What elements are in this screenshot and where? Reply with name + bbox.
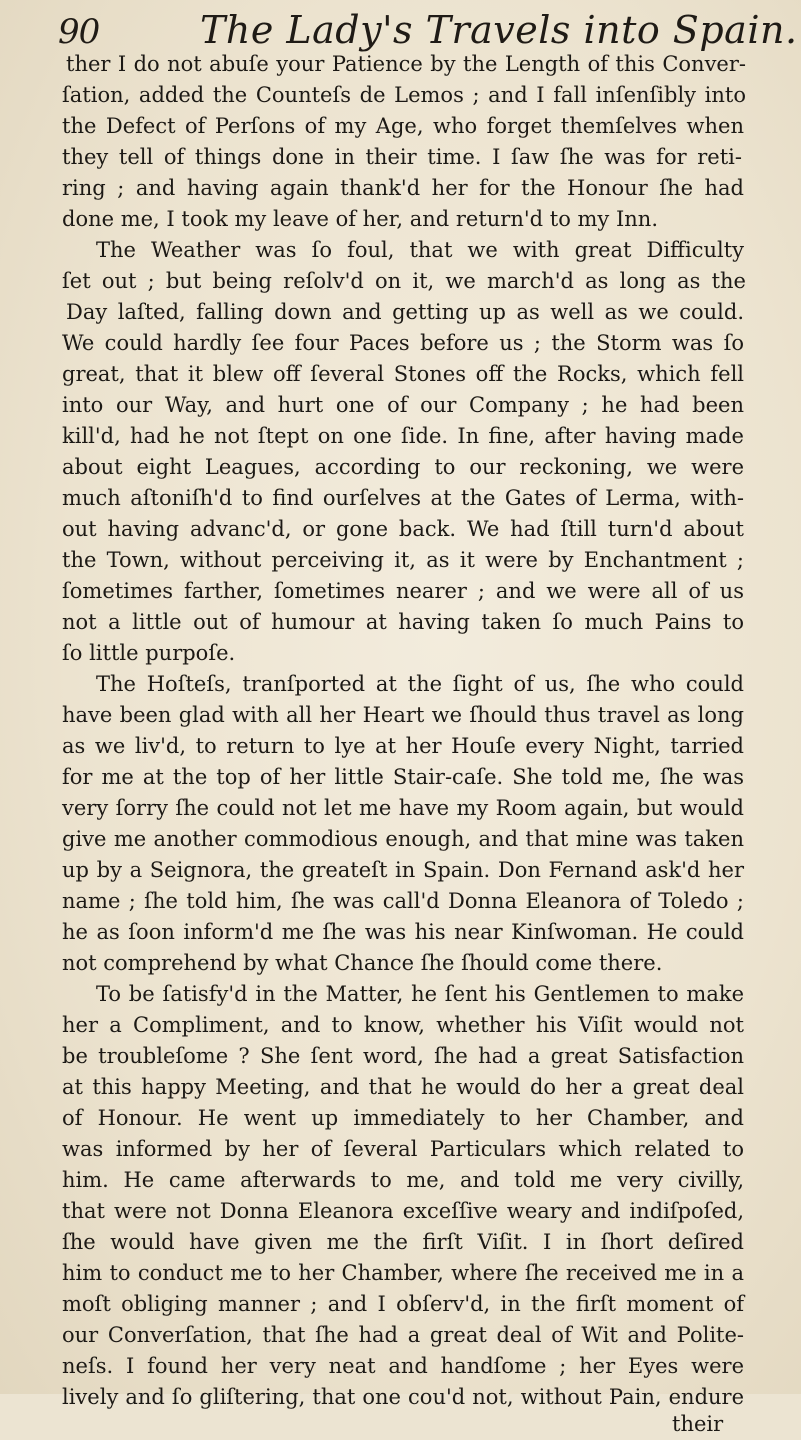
text-line: as we liv'd, to return to lye at her Houſe every Night, tarried [62, 734, 744, 758]
text-line: moſt obliging manner ; and I obſerv'd, in the firſt moment of [62, 1292, 744, 1316]
text-line: The Weather was ſo foul, that we with great Difficulty [96, 238, 744, 262]
catchword: their [672, 1412, 724, 1436]
text-line: ther I do not abuſe your Patience by the Length of this Conver- [66, 52, 746, 76]
text-line: of Honour. He went up immediately to her Chamber, and [62, 1106, 744, 1130]
text-line: very ſorry ſhe could not let me have my Room again, but would [62, 796, 744, 820]
text-line: much aſtoniſh'd to find ourſelves at the Gates of Lerma, with- [62, 486, 744, 510]
text-line: ſometimes farther, ſometimes nearer ; and we were all of us [62, 579, 744, 603]
text-line: our Converſation, that ſhe had a great deal of Wit and Polite- [62, 1323, 744, 1347]
text-line: for me at the top of her little Stair-caſe. She told me, ſhe was [62, 765, 744, 789]
text-line: give me another commodious enough, and that mine was taken [62, 827, 744, 851]
text-line: out having advanc'd, or gone back. We had ſtill turn'd about [62, 517, 744, 541]
text-line: not comprehend by what Chance ſhe ſhould come there. [62, 951, 663, 975]
text-line: The Hoſteſs, tranſported at the ſight of us, ſhe who could [96, 672, 744, 696]
running-head: The Lady's Travels into Spain. [200, 8, 798, 52]
text-line: he as ſoon inform'd me ſhe was his near Kinſwoman. He could [62, 920, 744, 944]
text-line: ſation, added the Counteſs de Lemos ; and I fall inſenſibly into [62, 83, 746, 107]
text-line: the Defect of Perſons of my Age, who forget themſelves when [62, 114, 744, 138]
text-line: ring ; and having again thank'd her for the Honour ſhe had [62, 176, 744, 200]
text-line: at this happy Meeting, and that he would do her a great deal [62, 1075, 744, 1099]
text-line: ſhe would have given me the firſt Viſit. I in ſhort deſired [62, 1230, 744, 1254]
text-line: To be ſatisfy'd in the Matter, he ſent his Gentlemen to make [96, 982, 744, 1006]
text-line: they tell of things done in their time. I ſaw ſhe was for reti- [62, 145, 742, 169]
text-line: kill'd, had he not ſtept on one ſide. In fine, after having made [62, 424, 744, 448]
text-line: that were not Donna Eleanora exceſſive weary and indiſpoſed, [62, 1199, 744, 1223]
text-line: done me, I took my leave of her, and return'd to my Inn. [62, 207, 658, 231]
text-line: her a Compliment, and to know, whether his Viſit would not [62, 1013, 744, 1037]
text-line: We could hardly ſee four Paces before us ; the Storm was ſo [62, 331, 744, 355]
text-line: up by a Seignora, the greateſt in Spain. Don Fernand ask'd her [62, 858, 744, 882]
text-line: about eight Leagues, according to our reckoning, we were [62, 455, 744, 479]
text-line: not a little out of humour at having taken ſo much Pains to [62, 610, 744, 634]
text-line: Day laſted, falling down and getting up as well as we could. [66, 300, 744, 324]
text-line: into our Way, and hurt one of our Company ; he had been [62, 393, 744, 417]
text-line: ſet out ; but being reſolv'd on it, we march'd as long as the [62, 269, 746, 293]
text-line: ſo little purpoſe. [62, 641, 236, 665]
text-line: neſs. I found her very neat and handſome ; her Eyes were [62, 1354, 744, 1378]
text-line: have been glad with all her Heart we ſhould thus travel as long [62, 703, 744, 727]
text-line: the Town, without perceiving it, as it were by Enchantment ; [62, 548, 744, 572]
text-line: him to conduct me to her Chamber, where ſhe received me in a [62, 1261, 744, 1285]
text-line: name ; ſhe told him, ſhe was call'd Donna Eleanora of Toledo ; [62, 889, 744, 913]
text-line: be troubleſome ? She ſent word, ſhe had a great Satisfaction [62, 1044, 744, 1068]
text-line: great, that it blew off ſeveral Stones off the Rocks, which fell [62, 362, 744, 386]
text-line: him. He came afterwards to me, and told me very civilly, [62, 1168, 744, 1192]
page-number: 90 [58, 12, 100, 52]
text-line: lively and ſo gliſtering, that one cou'd not, without Pain, endure [62, 1385, 744, 1409]
text-line: was informed by her of ſeveral Particulars which related to [62, 1137, 744, 1161]
